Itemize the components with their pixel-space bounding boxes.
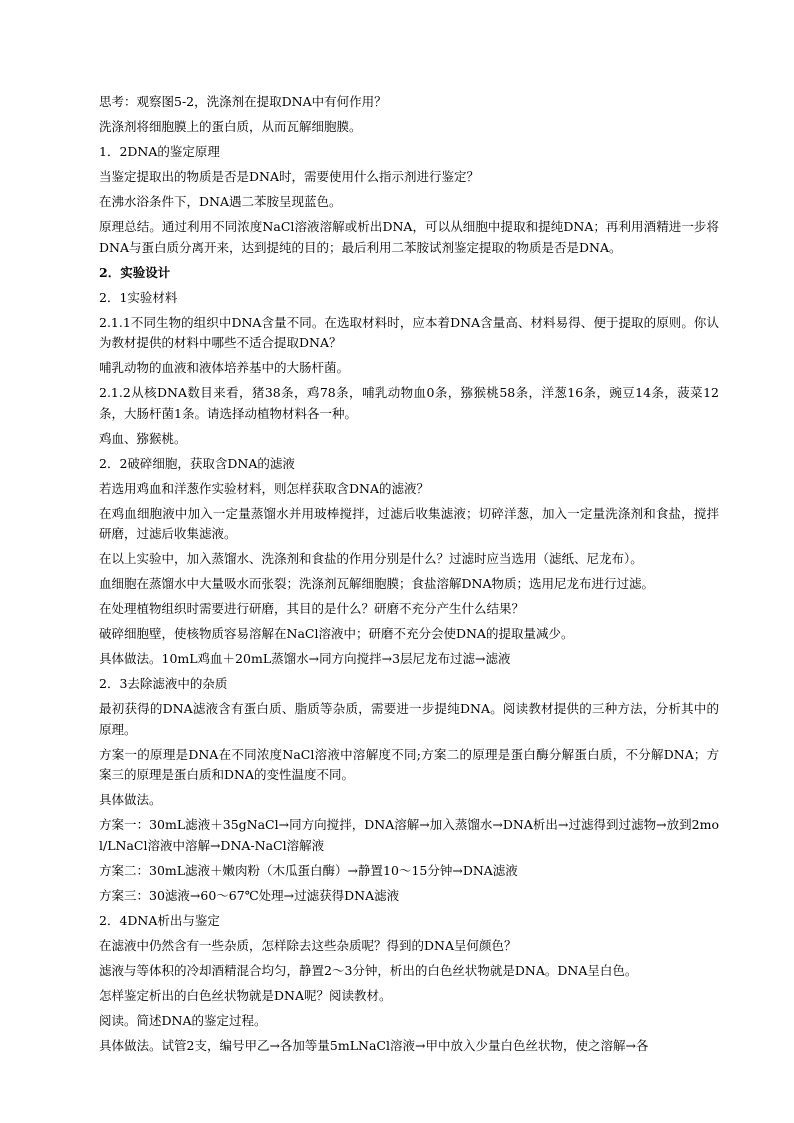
answer-indicator: 在沸水浴条件下，DNA遇二苯胺呈现蓝色。 (99, 194, 342, 209)
question-indicator: 当鉴定提取出的物质是否是DNA时，需要使用什么指示剂进行鉴定？ (99, 169, 479, 184)
purification-intro: 最初获得的DNA滤液含有蛋白质、脂质等杂质，需要进一步提纯DNA。阅读教材提供的三种方法，分析其中的原理。 (99, 701, 719, 737)
reading-prompt: 阅读。简述DNA的鉴定过程。 (99, 1012, 267, 1028)
material-answer-2-1-1: 哺乳动物的血液和液体培养基中的大肠杆菌。 (99, 360, 350, 375)
question-detergent-role: 思考：观察图5-2，洗涤剂在提取DNA中有何作用？ (99, 94, 387, 109)
answer-grinding: 破碎细胞壁，使核物质容易溶解在NaCl溶液中；研磨不充分会使DNA的提取量减少。 (99, 626, 574, 641)
question-filtrate: 若选用鸡血和洋葱作实验材料，则怎样获取含DNA的滤液？ (99, 480, 429, 496)
purification-principles: 方案一的原理是DNA在不同浓度NaCl溶液中溶解度不同;方案二的原理是蛋白酶分解蛋白质，不分解DNA；方案三的原理是蛋白质和DNA的变性温度不同。 (99, 746, 719, 782)
plan-three: 方案三：30滤液→60～67℃处理→过滤获得DNA滤液 (99, 887, 400, 903)
answer-detergent-role: 洗涤剂将细胞膜上的蛋白质，从而瓦解细胞膜。 (99, 119, 362, 134)
question-identify: 怎样鉴定析出的白色丝状物就是DNA呢？阅读教材。 (99, 987, 392, 1003)
material-question-2-1-2: 2.1.2从核DNA数目来看，猪38条，鸡78条，哺乳动物血0条，猕猴桃58条，洋葱16条，豌豆14条，菠菜12条，大肠杆菌1条。请选择动植物材料各一种。 (99, 385, 719, 421)
plan-two: 方案二：30mL滤液＋嫩肉粉（木瓜蛋白酶）→静置10～15分钟→DNA滤液 (99, 862, 518, 878)
question-reagent-roles: 在以上实验中，加入蒸馏水、洗涤剂和食盐的作用分别是什么？过滤时应当选用（滤纸、尼龙布）。 (99, 551, 643, 566)
procedure-2-2: 具体做法。10mL鸡血＋20mL蒸馏水→同方向搅拌→3层尼龙布过滤→滤液 (99, 651, 511, 666)
question-impurities: 在滤液中仍然含有一些杂质，怎样除去这些杂质呢？得到的DNA呈何颜色？ (99, 937, 517, 953)
material-question-2-1-1: 2.1.1不同生物的组织中DNA含量不同。在选取材料时，应本着DNA含量高、材料易得、便于提取的原则。你认为教材提供的材料中哪些不适合提取DNA？ (99, 314, 719, 350)
plan-one: 方案一：30mL滤液＋35gNaCl→同方向搅拌，DNA溶解→加入蒸馏水→DNA析出→过滤得到过滤物→放到2mol/LNaCl溶液中溶解→DNA-NaCl溶解液 (99, 817, 719, 853)
principle-summary: 原理总结。通过利用不同浓度NaCl溶液溶解或析出DNA，可以从细胞中提取和提纯DNA；再利用酒精进一步将DNA与蛋白质分离开来，达到提纯的目的；最后利用二苯胺试剂鉴定提取的物质是否是DNA。 (99, 219, 719, 255)
procedure-label-2-3: 具体做法。 (99, 792, 162, 807)
section-heading-2-1: 2．1实验材料 (99, 289, 178, 305)
material-answer-2-1-2: 鸡血、猕猴桃。 (99, 430, 187, 446)
question-grinding: 在处理植物组织时需要进行研磨，其目的是什么？研磨不充分产生什么结果？ (99, 601, 525, 616)
answer-impurities: 滤液与等体积的冷却酒精混合均匀，静置2～3分钟，析出的白色丝状物就是DNA。DNA呈白色。 (99, 962, 638, 978)
section-heading-1-2: 1．2DNA的鉴定原理 (99, 144, 220, 159)
procedure-2-4: 具体做法。试管2支，编号甲乙→各加等量5mLNaCl溶液→甲中放入少量白色丝状物，使之溶解→各 (99, 1037, 649, 1053)
section-heading-2-4: 2．4DNA析出与鉴定 (99, 912, 220, 928)
document-body (99, 92, 719, 1061)
answer-reagent-roles: 血细胞在蒸馏水中大量吸水而张裂；洗涤剂瓦解细胞膜；食盐溶解DNA物质；选用尼龙布进行过滤。 (99, 576, 654, 591)
section-heading-2-3: 2．3去除滤液中的杂质 (99, 676, 228, 691)
section-heading-2: 2．实验设计 (99, 264, 171, 280)
answer-filtrate: 在鸡血细胞液中加入一定量蒸馏水并用玻棒搅拌，过滤后收集滤液；切碎洋葱，加入一定量洗涤剂和食盐，搅拌研磨，过滤后收集滤液。 (99, 505, 719, 541)
section-heading-2-2: 2．2破碎细胞，获取含DNA的滤液 (99, 455, 295, 471)
